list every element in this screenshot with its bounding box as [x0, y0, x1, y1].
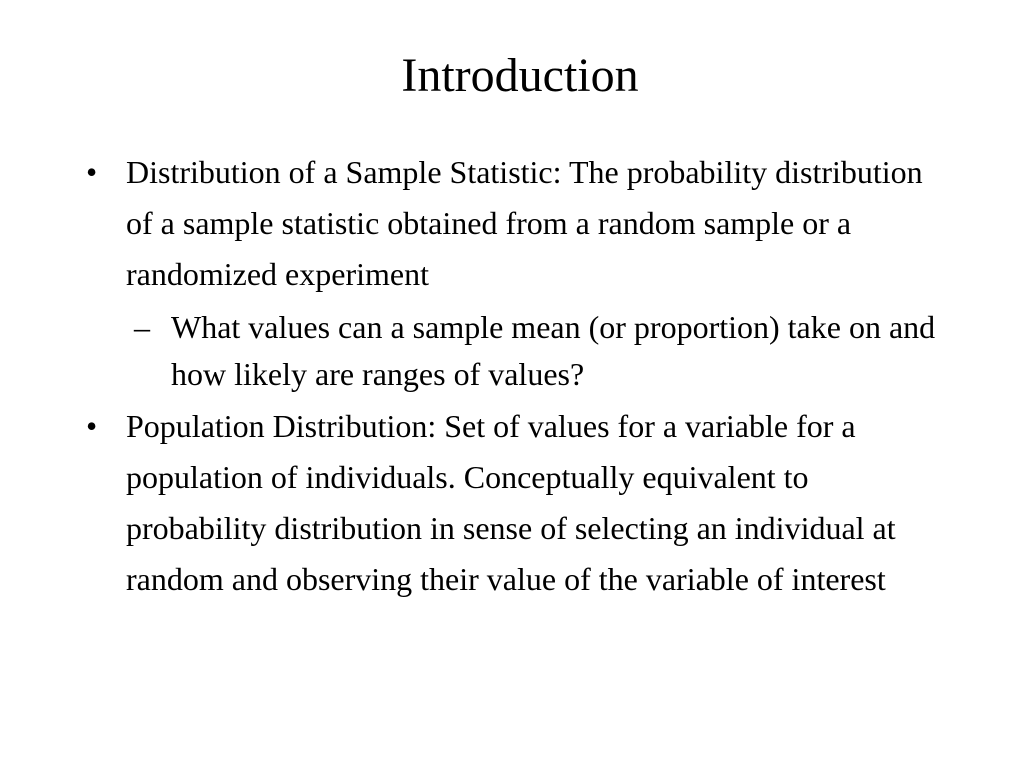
- bullet-text: Population Distribution: Set of values for a variable for a population of individuals. Conceptually equivalent to probability distribution in sense of selecting an individual at random and observing their value of the variable of interest: [126, 408, 896, 597]
- sub-bullet-text: What values can a sample mean (or proportion) take on and how likely are ranges of values?: [171, 309, 936, 392]
- bullet-item: [86, 147, 956, 398]
- sub-bullet-item: [126, 304, 956, 398]
- sub-bullet-marker: –: [134, 309, 150, 345]
- bullet-item: [86, 401, 956, 605]
- sub-bullet-list: [126, 304, 956, 398]
- bullet-list: [86, 147, 956, 608]
- slide-title: Introduction: [401, 49, 639, 102]
- bullet-marker: •: [86, 408, 98, 444]
- bullet-text: Distribution of a Sample Statistic: The probability distribution of a sample statistic obtained from a random sample or a randomized experiment: [126, 154, 923, 292]
- bullet-marker: •: [86, 154, 98, 190]
